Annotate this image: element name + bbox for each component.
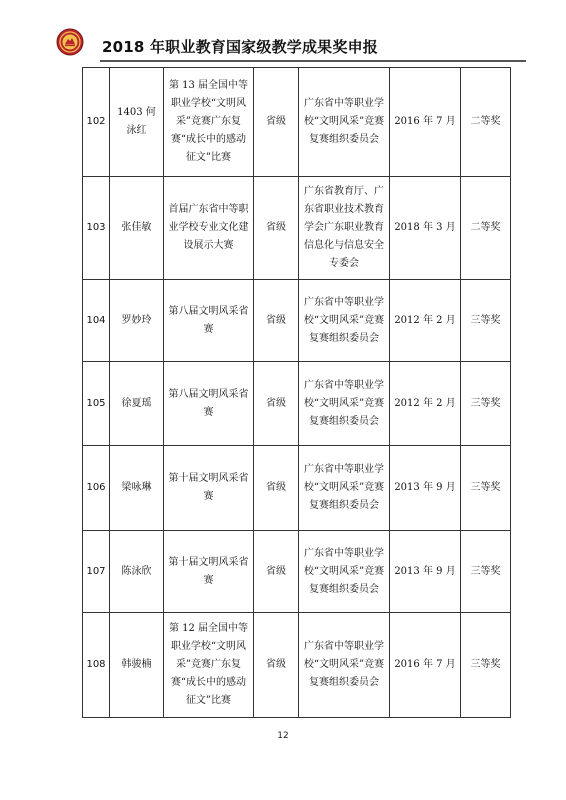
student-name: 1403 何泳红 bbox=[110, 68, 164, 177]
award-prize: 三等奖 bbox=[461, 613, 511, 718]
table-row bbox=[83, 531, 511, 613]
award-prize: 三等奖 bbox=[461, 280, 511, 362]
table-row bbox=[83, 177, 511, 280]
row-number: 102 bbox=[83, 68, 110, 177]
organizer: 广东省中等职业学校“文明风采”竞赛复赛组织委员会 bbox=[299, 531, 390, 613]
student-name: 徐夏瑶 bbox=[110, 362, 164, 446]
organizer: 广东省中等职业学校“文明风采”竞赛复赛组织委员会 bbox=[299, 68, 390, 177]
award-prize: 三等奖 bbox=[461, 446, 511, 531]
award-level: 省级 bbox=[254, 280, 299, 362]
page-number: 12 bbox=[277, 731, 289, 741]
organizer: 广东省教育厅、广东省职业技术教育学会广东职业教育信息化与信息安全专委会 bbox=[299, 177, 390, 280]
page-header bbox=[56, 22, 526, 62]
award-prize: 三等奖 bbox=[461, 362, 511, 446]
student-name: 张佳敏 bbox=[110, 177, 164, 280]
award-date: 2018 年 3 月 bbox=[390, 177, 461, 280]
competition-name: 第十届文明风采省赛 bbox=[164, 531, 254, 613]
row-number: 107 bbox=[83, 531, 110, 613]
student-name: 陈泳欣 bbox=[110, 531, 164, 613]
row-number: 108 bbox=[83, 613, 110, 718]
table-row bbox=[83, 362, 511, 446]
student-name: 罗妙玲 bbox=[110, 280, 164, 362]
competition-name: 第 13 届全国中等职业学校“文明风采”竞赛广东复赛“成长中的感动征文”比赛 bbox=[164, 68, 254, 177]
award-level: 省级 bbox=[254, 177, 299, 280]
student-name: 韩骏楠 bbox=[110, 613, 164, 718]
award-date: 2016 年 7 月 bbox=[390, 68, 461, 177]
competition-name: 第八届文明风采省赛 bbox=[164, 280, 254, 362]
school-logo-icon bbox=[56, 28, 84, 56]
organizer: 广东省中等职业学校“文明风采”竞赛复赛组织委员会 bbox=[299, 362, 390, 446]
row-number: 106 bbox=[83, 446, 110, 531]
award-date: 2013 年 9 月 bbox=[390, 446, 461, 531]
organizer: 广东省中等职业学校“文明风采”竞赛复赛组织委员会 bbox=[299, 446, 390, 531]
header-divider bbox=[100, 60, 526, 62]
row-number: 104 bbox=[83, 280, 110, 362]
award-date: 2013 年 9 月 bbox=[390, 531, 461, 613]
table-row bbox=[83, 613, 511, 718]
awards-table bbox=[82, 67, 511, 718]
student-name: 梁咏琳 bbox=[110, 446, 164, 531]
table-row bbox=[83, 446, 511, 531]
award-date: 2016 年 7 月 bbox=[390, 613, 461, 718]
page-title: 2018 年职业教育国家级教学成果奖申报 bbox=[102, 38, 378, 56]
award-date: 2012 年 2 月 bbox=[390, 280, 461, 362]
award-prize: 二等奖 bbox=[461, 68, 511, 177]
row-number: 105 bbox=[83, 362, 110, 446]
organizer: 广东省中等职业学校“文明风采”竞赛复赛组织委员会 bbox=[299, 280, 390, 362]
competition-name: 首届广东省中等职业学校专业文化建设展示大赛 bbox=[164, 177, 254, 280]
award-level: 省级 bbox=[254, 68, 299, 177]
award-prize: 二等奖 bbox=[461, 177, 511, 280]
award-date: 2012 年 2 月 bbox=[390, 362, 461, 446]
competition-name: 第八届文明风采省赛 bbox=[164, 362, 254, 446]
award-level: 省级 bbox=[254, 531, 299, 613]
competition-name: 第十届文明风采省赛 bbox=[164, 446, 254, 531]
table-row bbox=[83, 68, 511, 177]
award-level: 省级 bbox=[254, 446, 299, 531]
award-level: 省级 bbox=[254, 613, 299, 718]
award-prize: 三等奖 bbox=[461, 531, 511, 613]
award-level: 省级 bbox=[254, 362, 299, 446]
organizer: 广东省中等职业学校“文明风采”竞赛复赛组织委员会 bbox=[299, 613, 390, 718]
row-number: 103 bbox=[83, 177, 110, 280]
table-row bbox=[83, 280, 511, 362]
competition-name: 第 12 届全国中等职业学校“文明风采”竞赛广东复赛“成长中的感动征文”比赛 bbox=[164, 613, 254, 718]
